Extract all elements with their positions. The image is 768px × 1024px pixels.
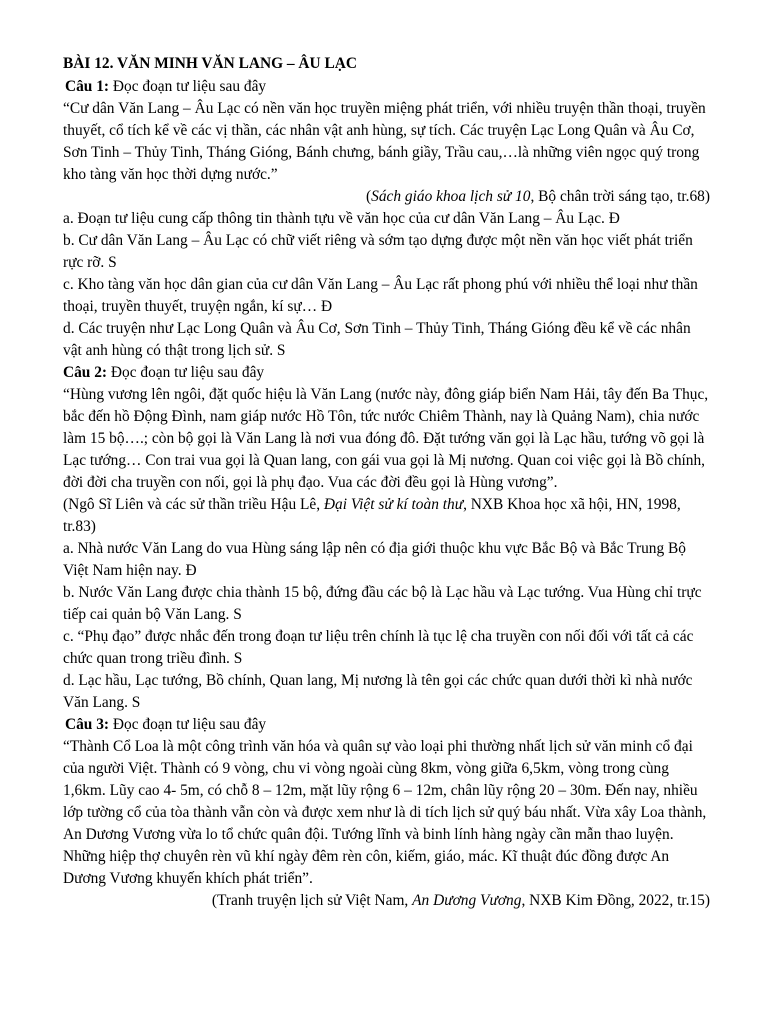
question-1	[63, 76, 710, 362]
question-1-source	[63, 186, 710, 208]
question-3-prompt: Đọc đoạn tư liệu sau đây	[109, 716, 267, 733]
question-2-heading	[63, 362, 710, 384]
question-2-option-c: c. “Phụ đạo” được nhắc đến trong đoạn tư liệu trên chính là tục lệ cha truyền con nối đối với tất cả các chức quan trong triều đình. S	[63, 628, 694, 667]
question-1-option-a: a. Đoạn tư liệu cung cấp thông tin thành tựu về văn học của cư dân Văn Lang – Âu Lạc. Đ	[63, 210, 620, 227]
question-2-option-a: a. Nhà nước Văn Lang do vua Hùng sáng lập nên có địa giới thuộc khu vực Bắc Bộ và Bắc Trung Bộ Việt Nam hiện nay. Đ	[63, 540, 686, 579]
question-3-source-open: (Tranh truyện lịch sử Việt Nam,	[211, 892, 413, 909]
question-3-heading	[63, 714, 710, 736]
question-1-source-rest: , Bộ chân trời sáng tạo, tr.68)	[530, 188, 710, 205]
question-2-source-open: (Ngô Sĩ Liên và các sử thần triều Hậu Lê,	[63, 496, 324, 513]
question-1-option-d: d. Các truyện như Lạc Long Quân và Âu Cơ, Sơn Tinh – Thủy Tinh, Tháng Gióng đều kể về các nhân vật anh hùng có thật trong lịch sử. S	[63, 320, 691, 359]
question-3-label: Câu 3:	[65, 716, 110, 733]
question-3-source	[63, 890, 710, 912]
question-3-quote: “Thành Cổ Loa là một công trình văn hóa và quân sự vào loại phi thường nhất lịch sử văn minh cổ đại của người Việt. Thành có 9 vòng, chu vi vòng ngoài cùng 8km, vòng giữa 6,5km, vòng trong cùng 1,6km. Lũy cao 4- 5m, có chỗ 8 – 12m, mặt lũy rộng 6 – 12m, chân lũy rộng 20 – 30m. Đến nay, nhiều lớp tường cổ của tòa thành vẫn còn và được xem như là di tích lịch sử quý báu nhất. Vừa xây Loa thành, An Dương Vương vừa lo tổ chức quân đội. Tướng lĩnh và binh lính hàng ngày cần mẫn thao luyện. Những hiệp thợ chuyên rèn vũ khí ngày đêm rèn côn, kiếm, giáo, mác. Kĩ thuật đúc đồng được An Dương Vương khuyến khích phát triển”.	[63, 738, 707, 887]
question-2-prompt: Đọc đoạn tư liệu sau đây	[107, 364, 265, 381]
question-1-label: Câu 1:	[65, 78, 110, 95]
lesson-title: BÀI 12. VĂN MINH VĂN LANG – ÂU LẠC	[63, 55, 358, 72]
question-2-quote: “Hùng vương lên ngôi, đặt quốc hiệu là Văn Lang (nước này, đông giáp biển Nam Hải, tây đến Ba Thục, bắc đến hồ Động Đình, nam giáp nước Hồ Tôn, tức nước Chiêm Thành, nay là Quảng Nam), chia nước làm 15 bộ….; còn bộ gọi là Văn Lang là nơi vua đóng đô. Đặt tướng văn gọi là Lạc hầu, tướng võ gọi là Lạc tướng… Con trai vua gọi là Quan lang, con gái vua gọi là Mị nương. Quan coi việc gọi là Bồ chính, đời đời cha truyền con nối, gọi là phụ đạo. Vua các đời đều gọi là Hùng vương”.	[63, 386, 709, 491]
question-2-source	[63, 494, 710, 538]
question-3-source-rest: , NXB Kim Đồng, 2022, tr.15)	[521, 892, 710, 909]
question-1-prompt: Đọc đoạn tư liệu sau đây	[109, 78, 267, 95]
question-2-source-rest: , NXB Khoa học xã hội, HN, 1998, tr.83)	[63, 496, 681, 535]
question-3	[63, 714, 710, 912]
question-3-source-title: An Dương Vương	[412, 892, 522, 909]
question-1-quote: “Cư dân Văn Lang – Âu Lạc có nền văn học truyền miệng phát triển, với nhiều truyện thần thoại, truyền thuyết, cổ tích kể về các vị thần, các nhân vật anh hùng, sự tích. Các truyện Lạc Long Quân và Âu Cơ, Sơn Tinh – Thủy Tinh, Tháng Gióng, Bánh chưng, bánh giầy, Trầu cau,…là những viên ngọc quý trong kho tàng văn học thời dựng nước.”	[63, 100, 706, 183]
question-2-label: Câu 2:	[63, 364, 108, 381]
question-1-option-b: b. Cư dân Văn Lang – Âu Lạc có chữ viết riêng và sớm tạo dựng được một nền văn học viết phát triển rực rỡ. S	[63, 232, 693, 271]
question-2-option-b: b. Nước Văn Lang được chia thành 15 bộ, đứng đầu các bộ là Lạc hầu và Lạc tướng. Vua Hùng chỉ trực tiếp cai quản bộ Văn Lang. S	[63, 584, 702, 623]
question-1-option-c: c. Kho tàng văn học dân gian của cư dân Văn Lang – Âu Lạc rất phong phú với nhiều thể loại như thần thoại, truyền thuyết, truyện ngắn, kí sự… Đ	[63, 276, 698, 315]
question-1-source-title: Sách giáo khoa lịch sử 10	[371, 188, 531, 205]
question-1-heading	[63, 76, 710, 98]
question-1-source-open: (	[366, 188, 372, 205]
question-2-option-d: d. Lạc hầu, Lạc tướng, Bồ chính, Quan lang, Mị nương là tên gọi các chức quan dưới thời kì nhà nước Văn Lang. S	[63, 672, 693, 711]
question-2-source-title: Đại Việt sử kí toàn thư	[323, 496, 464, 513]
question-2	[63, 362, 710, 714]
